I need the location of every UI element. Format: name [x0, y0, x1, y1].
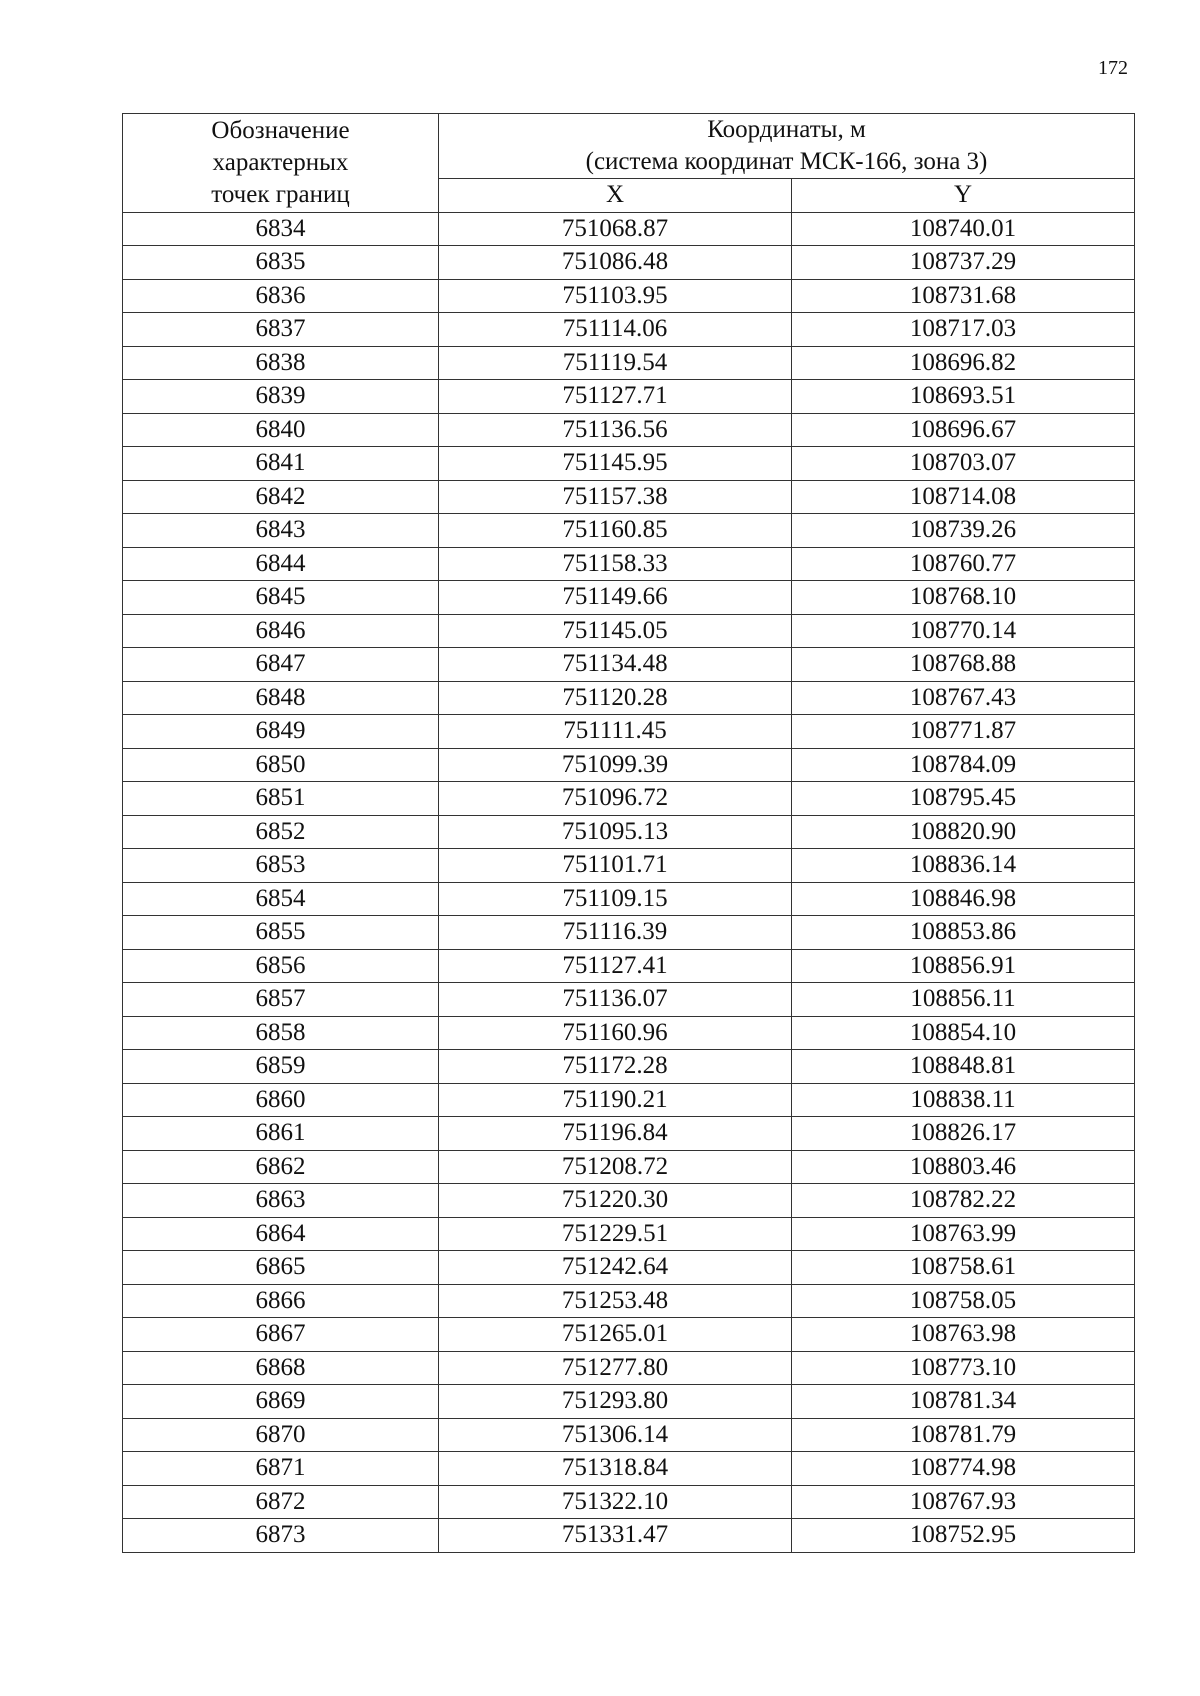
table-row: [123, 246, 1135, 280]
header-coordinates: [439, 114, 1135, 179]
y-cell: 108770.14: [792, 614, 1135, 648]
y-cell: 108768.10: [792, 581, 1135, 615]
y-cell: 108781.79: [792, 1418, 1135, 1452]
point-cell: 6845: [123, 581, 439, 615]
table-row: [123, 949, 1135, 983]
table-row: [123, 447, 1135, 481]
x-cell: 751127.71: [439, 380, 792, 414]
table-row: [123, 313, 1135, 347]
point-cell: 6870: [123, 1418, 439, 1452]
point-cell: 6842: [123, 480, 439, 514]
x-cell: 751086.48: [439, 246, 792, 280]
table-row: [123, 1284, 1135, 1318]
x-cell: 751145.95: [439, 447, 792, 481]
x-cell: 751103.95: [439, 279, 792, 313]
point-cell: 6872: [123, 1485, 439, 1519]
x-cell: 751160.85: [439, 514, 792, 548]
x-cell: 751136.56: [439, 413, 792, 447]
table-row: [123, 1217, 1135, 1251]
x-cell: 751265.01: [439, 1318, 792, 1352]
point-cell: 6840: [123, 413, 439, 447]
point-cell: 6834: [123, 212, 439, 246]
point-cell: 6850: [123, 748, 439, 782]
table-row: [123, 581, 1135, 615]
point-cell: 6849: [123, 715, 439, 749]
point-cell: 6838: [123, 346, 439, 380]
y-cell: 108737.29: [792, 246, 1135, 280]
header-point-line: Обозначение: [211, 116, 350, 144]
point-cell: 6835: [123, 246, 439, 280]
table-row: [123, 480, 1135, 514]
x-cell: 751136.07: [439, 983, 792, 1017]
y-cell: 108856.91: [792, 949, 1135, 983]
y-cell: 108752.95: [792, 1519, 1135, 1553]
point-cell: 6847: [123, 648, 439, 682]
x-cell: 751134.48: [439, 648, 792, 682]
x-cell: 751172.28: [439, 1050, 792, 1084]
y-cell: 108696.82: [792, 346, 1135, 380]
y-cell: 108853.86: [792, 916, 1135, 950]
point-cell: 6869: [123, 1385, 439, 1419]
x-cell: 751127.41: [439, 949, 792, 983]
table-row: [123, 1050, 1135, 1084]
table-row: [123, 1485, 1135, 1519]
coordinates-table: [122, 113, 1135, 1553]
header-x: X: [439, 179, 792, 213]
x-cell: 751158.33: [439, 547, 792, 581]
point-cell: 6858: [123, 1016, 439, 1050]
x-cell: 751114.06: [439, 313, 792, 347]
point-cell: 6855: [123, 916, 439, 950]
y-cell: 108856.11: [792, 983, 1135, 1017]
header-y: Y: [792, 179, 1135, 213]
x-cell: 751322.10: [439, 1485, 792, 1519]
x-cell: 751095.13: [439, 815, 792, 849]
y-cell: 108848.81: [792, 1050, 1135, 1084]
table-row: [123, 1184, 1135, 1218]
y-cell: 108714.08: [792, 480, 1135, 514]
table-row: [123, 681, 1135, 715]
x-cell: 751099.39: [439, 748, 792, 782]
table-row: [123, 1016, 1135, 1050]
header-coords-line: Координаты, м: [707, 116, 866, 143]
y-cell: 108803.46: [792, 1150, 1135, 1184]
page-number: 172: [1098, 57, 1128, 79]
point-cell: 6856: [123, 949, 439, 983]
table-row: [123, 648, 1135, 682]
table-header: [123, 114, 1135, 213]
x-cell: 751145.05: [439, 614, 792, 648]
table-row: [123, 815, 1135, 849]
header-coords-line: (система координат МСК-166, зона 3): [585, 148, 988, 175]
point-cell: 6864: [123, 1217, 439, 1251]
x-cell: 751157.38: [439, 480, 792, 514]
point-cell: 6852: [123, 815, 439, 849]
point-cell: 6860: [123, 1083, 439, 1117]
x-cell: 751318.84: [439, 1452, 792, 1486]
table-row: [123, 614, 1135, 648]
point-cell: 6866: [123, 1284, 439, 1318]
x-cell: 751229.51: [439, 1217, 792, 1251]
x-cell: 751331.47: [439, 1519, 792, 1553]
y-cell: 108767.43: [792, 681, 1135, 715]
table-row: [123, 1385, 1135, 1419]
y-cell: 108820.90: [792, 815, 1135, 849]
x-cell: 751306.14: [439, 1418, 792, 1452]
point-cell: 6863: [123, 1184, 439, 1218]
x-cell: 751190.21: [439, 1083, 792, 1117]
point-cell: 6868: [123, 1351, 439, 1385]
point-cell: 6857: [123, 983, 439, 1017]
y-cell: 108758.61: [792, 1251, 1135, 1285]
x-cell: 751242.64: [439, 1251, 792, 1285]
x-cell: 751293.80: [439, 1385, 792, 1419]
x-cell: 751120.28: [439, 681, 792, 715]
x-cell: 751096.72: [439, 782, 792, 816]
table-row: [123, 983, 1135, 1017]
point-cell: 6843: [123, 514, 439, 548]
x-cell: 751253.48: [439, 1284, 792, 1318]
y-cell: 108763.98: [792, 1318, 1135, 1352]
table-row: [123, 715, 1135, 749]
table-row: [123, 1117, 1135, 1151]
table-row: [123, 547, 1135, 581]
point-cell: 6867: [123, 1318, 439, 1352]
point-cell: 6837: [123, 313, 439, 347]
y-cell: 108731.68: [792, 279, 1135, 313]
table-row: [123, 849, 1135, 883]
y-cell: 108773.10: [792, 1351, 1135, 1385]
y-cell: 108795.45: [792, 782, 1135, 816]
table-row: [123, 1519, 1135, 1553]
y-cell: 108693.51: [792, 380, 1135, 414]
y-cell: 108784.09: [792, 748, 1135, 782]
point-cell: 6853: [123, 849, 439, 883]
table-row: [123, 1418, 1135, 1452]
x-cell: 751196.84: [439, 1117, 792, 1151]
table-row: [123, 1351, 1135, 1385]
x-cell: 751109.15: [439, 882, 792, 916]
x-cell: 751068.87: [439, 212, 792, 246]
point-cell: 6836: [123, 279, 439, 313]
x-cell: 751208.72: [439, 1150, 792, 1184]
y-cell: 108703.07: [792, 447, 1135, 481]
point-cell: 6854: [123, 882, 439, 916]
x-cell: 751220.30: [439, 1184, 792, 1218]
table-row: [123, 346, 1135, 380]
point-cell: 6839: [123, 380, 439, 414]
table-row: [123, 882, 1135, 916]
y-cell: 108774.98: [792, 1452, 1135, 1486]
table-row: [123, 413, 1135, 447]
y-cell: 108739.26: [792, 514, 1135, 548]
table-row: [123, 380, 1135, 414]
point-cell: 6846: [123, 614, 439, 648]
y-cell: 108760.77: [792, 547, 1135, 581]
y-cell: 108771.87: [792, 715, 1135, 749]
header-point-line: точек границ: [211, 180, 350, 208]
y-cell: 108846.98: [792, 882, 1135, 916]
table-row: [123, 782, 1135, 816]
point-cell: 6848: [123, 681, 439, 715]
x-cell: 751101.71: [439, 849, 792, 883]
x-cell: 751116.39: [439, 916, 792, 950]
table-body: [123, 212, 1135, 1552]
y-cell: 108854.10: [792, 1016, 1135, 1050]
point-cell: 6859: [123, 1050, 439, 1084]
table-row: [123, 279, 1135, 313]
x-cell: 751149.66: [439, 581, 792, 615]
point-cell: 6862: [123, 1150, 439, 1184]
x-cell: 751160.96: [439, 1016, 792, 1050]
header-point-designation: [123, 114, 439, 213]
table-row: [123, 916, 1135, 950]
table-row: [123, 748, 1135, 782]
point-cell: 6873: [123, 1519, 439, 1553]
table-row: [123, 212, 1135, 246]
point-cell: 6851: [123, 782, 439, 816]
table-row: [123, 1083, 1135, 1117]
table-row: [123, 1452, 1135, 1486]
table-row: [123, 1251, 1135, 1285]
point-cell: 6841: [123, 447, 439, 481]
y-cell: 108767.93: [792, 1485, 1135, 1519]
point-cell: 6865: [123, 1251, 439, 1285]
x-cell: 751111.45: [439, 715, 792, 749]
y-cell: 108740.01: [792, 212, 1135, 246]
point-cell: 6844: [123, 547, 439, 581]
point-cell: 6861: [123, 1117, 439, 1151]
table-row: [123, 1318, 1135, 1352]
y-cell: 108838.11: [792, 1083, 1135, 1117]
y-cell: 108763.99: [792, 1217, 1135, 1251]
table-row: [123, 1150, 1135, 1184]
table-row: [123, 514, 1135, 548]
x-cell: 751277.80: [439, 1351, 792, 1385]
header-point-line: характерных: [212, 148, 349, 176]
y-cell: 108768.88: [792, 648, 1135, 682]
y-cell: 108836.14: [792, 849, 1135, 883]
y-cell: 108781.34: [792, 1385, 1135, 1419]
point-cell: 6871: [123, 1452, 439, 1486]
y-cell: 108826.17: [792, 1117, 1135, 1151]
y-cell: 108696.67: [792, 413, 1135, 447]
y-cell: 108717.03: [792, 313, 1135, 347]
y-cell: 108782.22: [792, 1184, 1135, 1218]
y-cell: 108758.05: [792, 1284, 1135, 1318]
x-cell: 751119.54: [439, 346, 792, 380]
